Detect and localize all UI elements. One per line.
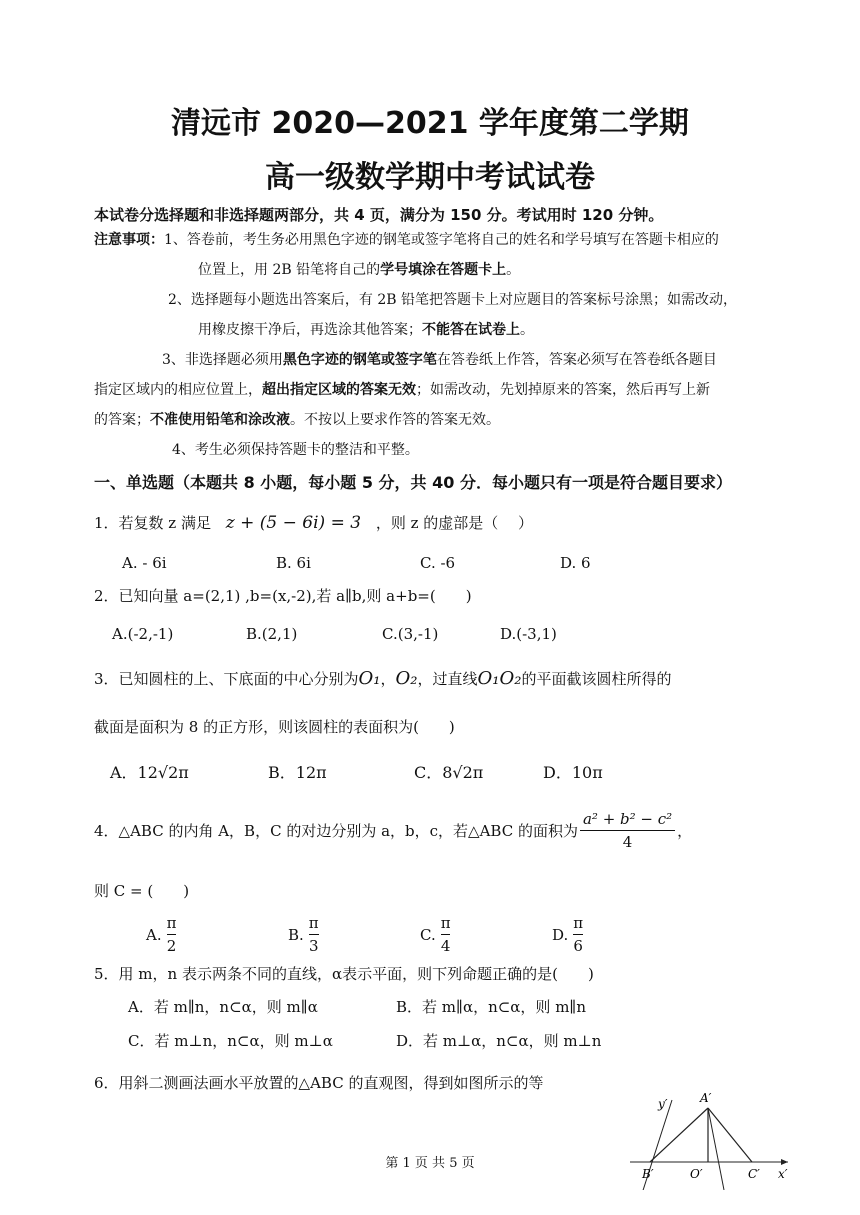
question-1-option-b: B. 6i: [276, 554, 311, 572]
option-fraction: [306, 912, 322, 957]
option-label: B.: [288, 925, 304, 944]
note-2-bold: 不能答在试卷上: [422, 322, 520, 338]
note-1-text-2: 位置上，用 2B 铅笔将自己的: [198, 262, 381, 278]
note-3-bold-3: 不准使用铅笔和涂改液: [150, 412, 290, 428]
page-title: 清远市 2020—2021 学年度第二学期: [171, 106, 689, 141]
label-y: y′: [658, 1097, 668, 1111]
question-4-option-d: [552, 912, 588, 957]
question-5: 5．用 m，n 表示两条不同的直线，α表示平面，则下列命题正确的是( ): [94, 965, 594, 983]
note-3-text-2: 指定区域内的相应位置上，: [94, 382, 262, 398]
page-subtitle: 高一级数学期中考试试卷: [265, 160, 595, 195]
aux-line: [708, 1108, 724, 1190]
option-numerator: π: [440, 914, 451, 932]
question-3-text: 3．已知圆柱的上、下底面的中心分别为: [94, 670, 359, 688]
question-3-option-d: D．10π: [543, 763, 603, 782]
label-o: O′: [690, 1167, 703, 1181]
note-2-line-1: 2、选择题每小题选出答案后，有 2B 铅笔把答题卡上对应题目的答案标号涂黑；如需改动，: [168, 292, 738, 308]
question-3-o1o2: O₁O₂: [477, 668, 522, 689]
question-2-option-d: D.(-3,1): [500, 625, 557, 643]
question-2-option-b: B.(2,1): [246, 625, 298, 643]
question-3-line-2: 截面是面积为 8 的正方形，则该圆柱的表面积为( ): [94, 718, 455, 736]
question-3-text-2: ，过直线: [417, 670, 478, 688]
question-5-option-b: B．若 m∥α，n⊂α，则 m∥n: [396, 998, 587, 1016]
note-3-end-3: 。不按以上要求作答的答案无效。: [290, 412, 500, 428]
question-4-option-a: [146, 912, 181, 957]
oblique-projection-figure: [628, 1090, 792, 1190]
note-3-line-3: [94, 410, 500, 430]
question-4-fraction-numerator: a² + b² − c²: [580, 808, 675, 831]
question-4-text: 4．△ABC 的内角 A，B，C 的对边分别为 a，b，c，若△ABC 的面积为: [94, 822, 578, 840]
question-3-option-c: C．8√2π: [414, 763, 484, 782]
option-denominator: 3: [309, 934, 319, 957]
question-2: 2．已知向量 a=(2,1) ,b=(x,-2),若 a∥b,则 a+b=( ): [94, 587, 472, 605]
question-5-option-a: A．若 m∥n，n⊂α，则 m∥α: [128, 998, 318, 1016]
note-1-bold: 学号填涂在答题卡上: [380, 262, 507, 278]
note-3-end-2: ；如需改动，先划掉原来的答案，然后再写上新: [416, 382, 710, 398]
question-4-option-c: [420, 912, 456, 957]
question-1-text-end: ，则 z 的虚部是（ ）: [375, 514, 534, 532]
question-2-option-c: C.(3,-1): [382, 625, 439, 643]
question-3-text-3: 的平面截该圆柱所得的: [521, 670, 672, 688]
question-6: 6．用斜二测画法画水平放置的△ABC 的直观图，得到如图所示的等: [94, 1074, 544, 1092]
question-1-text: 1．若复数 z 满足: [94, 514, 211, 532]
note-3-line-2: [94, 380, 710, 400]
option-fraction: [570, 912, 586, 957]
exam-intro: 本试卷分选择题和非选择题两部分，共 4 页，满分为 150 分。考试用时 120 分钟。: [94, 206, 664, 224]
option-numerator: π: [166, 914, 177, 932]
question-3-option-b: B．12π: [268, 763, 327, 782]
question-4-line-2: 则 C = ( ): [94, 882, 190, 900]
option-fraction: [438, 912, 454, 957]
question-3-option-a: A．12√2π: [110, 763, 189, 782]
option-label: C.: [420, 925, 436, 944]
question-4-fraction: [580, 808, 675, 853]
question-4-fraction-denominator: 4: [622, 833, 633, 851]
question-3-o1: O₁: [358, 668, 381, 689]
note-1-text: 1、答卷前，考生务必用黑色字迹的钢笔或签字笔将自己的姓名和学号填写在答题卡相应的: [164, 232, 719, 248]
question-3-sep: ，: [380, 670, 396, 688]
note-3-bold-2: 超出指定区域的答案无效: [262, 382, 416, 398]
note-4: 4、考生必须保持答题卡的整洁和平整。: [172, 442, 419, 458]
option-numerator: π: [573, 914, 584, 932]
question-5-option-c: C．若 m⊥n，n⊂α，则 m⊥α: [128, 1032, 333, 1050]
label-a: A′: [700, 1091, 712, 1105]
note-3-text-3: 的答案；: [94, 412, 150, 428]
label-b: B′: [642, 1167, 654, 1181]
question-3-o2: O₂: [395, 668, 418, 689]
label-x: x′: [778, 1167, 788, 1181]
note-2-end: 。: [520, 322, 534, 338]
question-3-line-1: [94, 668, 672, 689]
section-heading: 一、单选题（本题共 8 小题，每小题 5 分，共 40 分．每小题只有一项是符合题目要求）: [94, 473, 732, 492]
question-1-option-d: D. 6: [560, 554, 591, 572]
question-4: [94, 808, 692, 853]
option-label: A.: [146, 925, 162, 944]
notes-label: 注意事项：: [94, 232, 164, 248]
option-numerator: π: [308, 914, 319, 932]
note-3-bold: 黑色字迹的钢笔或签字笔: [282, 352, 437, 368]
question-4-option-b: [288, 912, 324, 957]
label-c: C′: [748, 1167, 760, 1181]
option-denominator: 2: [167, 934, 177, 957]
note-3-line-1: [162, 350, 717, 370]
note-3-text: 3、非选择题必须用: [162, 352, 283, 368]
note-2-text-2: 用橡皮擦干净后，再选涂其他答案；: [198, 322, 422, 338]
option-fraction: [164, 912, 180, 957]
note-1-line-1: [94, 230, 719, 250]
note-1-end: 。: [506, 262, 521, 278]
question-4-text-end: ，: [677, 822, 693, 840]
question-2-option-a: A.(-2,-1): [112, 625, 174, 643]
option-denominator: 6: [573, 934, 583, 957]
question-5-option-d: D．若 m⊥α，n⊂α，则 m⊥n: [396, 1032, 602, 1050]
question-1: [94, 512, 533, 533]
question-1-formula: z + (5 − 6i) = 3: [225, 513, 362, 533]
question-1-option-c: C. -6: [420, 554, 456, 572]
question-1-option-a: A. - 6i: [122, 554, 167, 572]
note-2-line-2: [198, 320, 534, 340]
note-1-line-2: [198, 260, 520, 280]
option-denominator: 4: [441, 934, 451, 957]
note-3-end: 在答卷纸上作答，答案必须写在答卷纸各题目: [436, 352, 717, 368]
page-footer: 第 1 页 共 5 页: [385, 1156, 475, 1171]
option-label: D.: [552, 925, 569, 944]
